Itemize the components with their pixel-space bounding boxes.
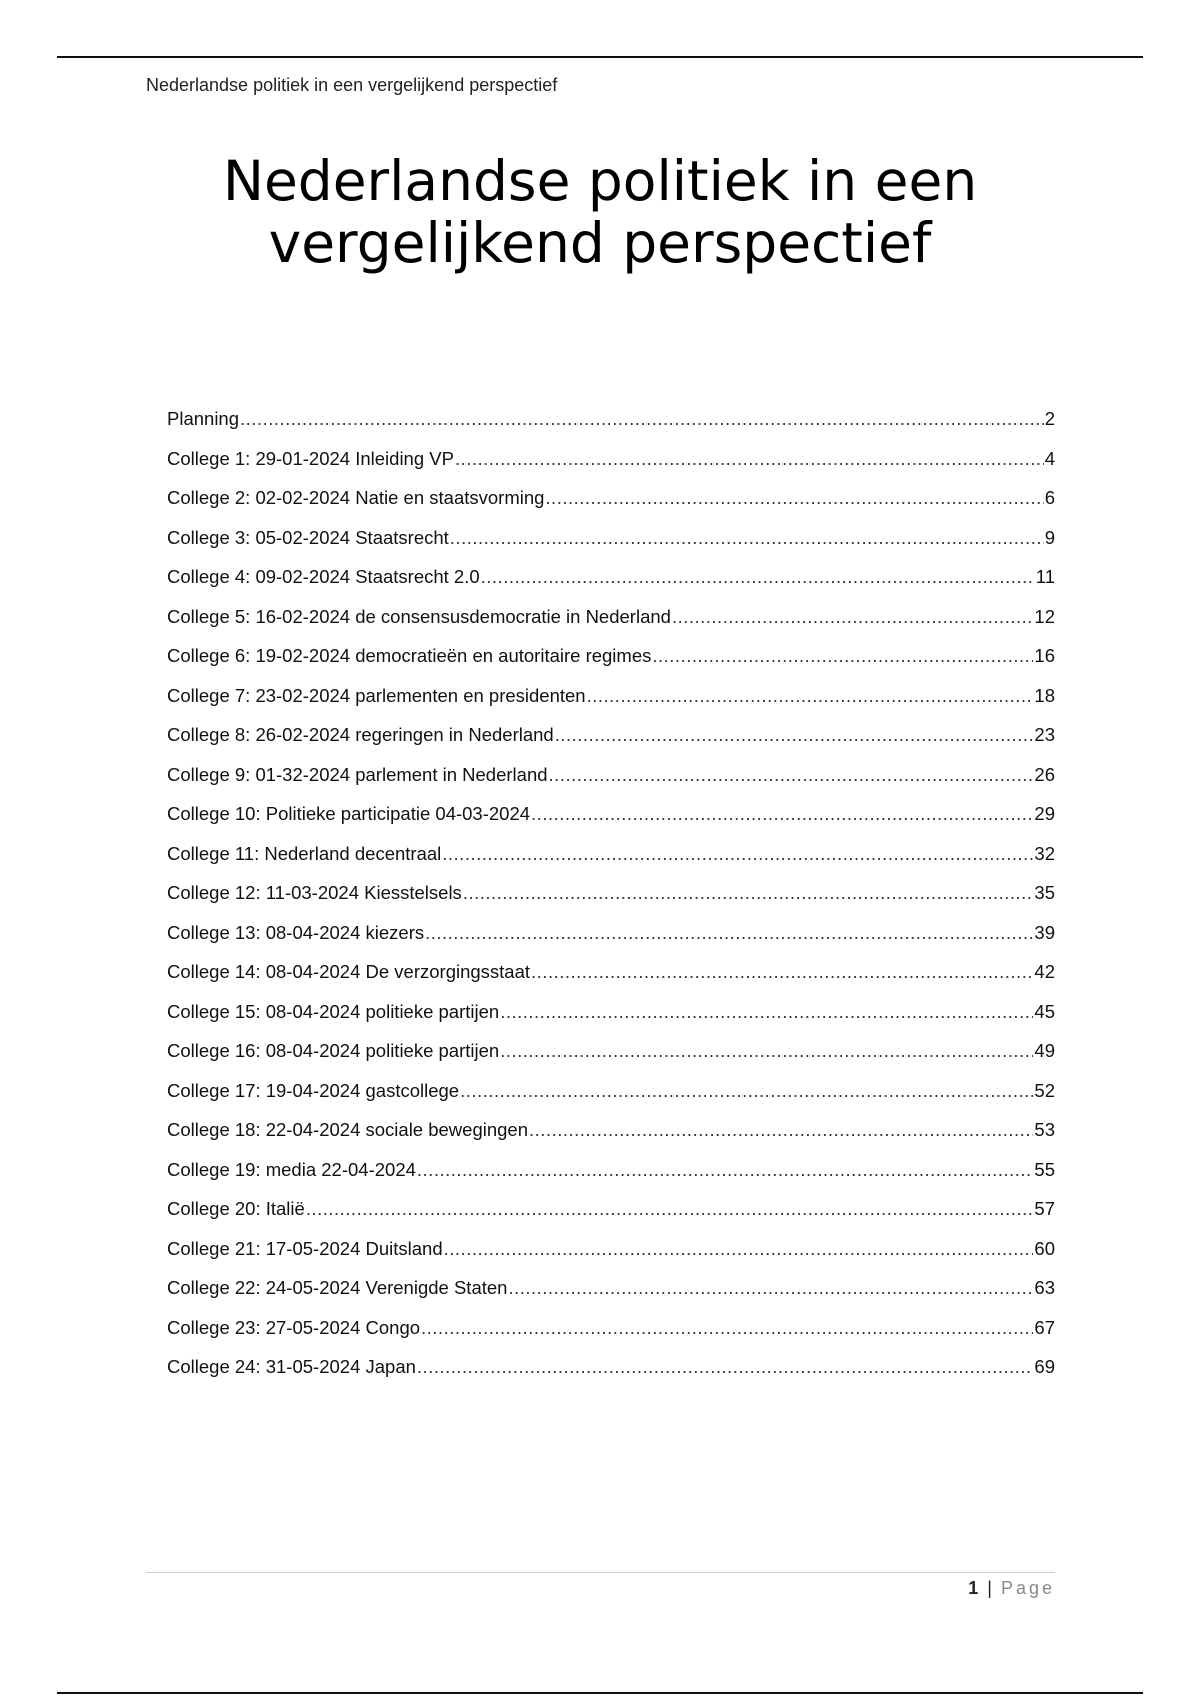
toc-entry[interactable]: [167, 1001, 1055, 1041]
toc-entry-label: College 4: 09-02-2024 Staatsrecht 2.0: [167, 566, 480, 587]
toc-dot-leader: [306, 1198, 1034, 1220]
toc-entry-page-number: 9: [1044, 526, 1055, 548]
toc-entry-label: College 5: 16-02-2024 de consensusdemocratie in Nederland: [167, 605, 671, 627]
toc-dot-leader: [455, 448, 1044, 470]
toc-dot-leader: [555, 724, 1034, 746]
toc-entry-label: College 7: 23-02-2024 parlementen en presidenten: [167, 684, 586, 706]
toc-entry-label: College 18: 22-04-2024 sociale bewegingen: [167, 1119, 529, 1140]
toc-entry-label: College 23: 27-05-2024 Congo: [167, 1316, 421, 1338]
toc-entry-page-number: 12: [1034, 605, 1055, 627]
toc-entry-page-number: 53: [1034, 1119, 1055, 1140]
top-border-line: [57, 56, 1143, 58]
toc-entry-label: College 8: 26-02-2024 regeringen in Nederland: [167, 724, 554, 745]
toc-entry-label: College 12: 11-03-2024 Kiesstelsels: [167, 882, 462, 903]
document-title-line-2: vergelijkend perspectief: [268, 211, 932, 275]
toc-entry-label: College 17: 19-04-2024 gastcollege: [167, 1079, 460, 1101]
toc-entry[interactable]: [167, 1040, 1055, 1080]
toc-entry-page-number: 42: [1034, 961, 1055, 982]
toc-entry-page-number: 11: [1035, 566, 1055, 587]
toc-entry[interactable]: [167, 764, 1055, 804]
footer-divider: [146, 1572, 1055, 1573]
toc-entry-page-number: 4: [1044, 447, 1055, 469]
toc-entry-label: College 10: Politieke participatie 04-03-2024: [167, 803, 531, 824]
toc-dot-leader: [508, 1277, 1033, 1299]
toc-entry-label: College 21: 17-05-2024 Duitsland: [167, 1237, 443, 1259]
toc-entry[interactable]: [167, 724, 1055, 764]
toc-dot-leader: [500, 1001, 1033, 1023]
toc-entry[interactable]: [167, 843, 1055, 883]
toc-dot-leader: [531, 961, 1033, 983]
toc-dot-leader: [417, 1356, 1034, 1378]
toc-entry-page-number: 18: [1034, 684, 1055, 706]
toc-entry-page-number: 26: [1034, 763, 1055, 785]
running-header: Nederlandse politiek in een vergelijkend perspectief: [146, 75, 558, 95]
toc-dot-leader: [444, 1238, 1034, 1260]
toc-entry[interactable]: [167, 645, 1055, 685]
toc-entry-page-number: 69: [1034, 1356, 1055, 1377]
toc-dot-leader: [425, 922, 1033, 944]
toc-dot-leader: [442, 843, 1033, 865]
toc-entry-label: College 3: 05-02-2024 Staatsrecht: [167, 526, 449, 548]
toc-entry-page-number: 55: [1034, 1158, 1055, 1180]
toc-entry[interactable]: [167, 487, 1055, 527]
toc-entry[interactable]: [167, 1119, 1055, 1159]
toc-entry-page-number: 52: [1034, 1079, 1055, 1101]
toc-entry[interactable]: [167, 961, 1055, 1001]
toc-entry-label: College 6: 19-02-2024 democratieën en autoritaire regimes: [167, 645, 652, 666]
toc-entry[interactable]: [167, 1238, 1055, 1278]
toc-entry-page-number: 63: [1034, 1277, 1055, 1298]
toc-dot-leader: [450, 527, 1044, 549]
toc-entry-label: College 20: Italië: [167, 1198, 305, 1219]
toc-entry-label: College 14: 08-04-2024 De verzorgingsstaat: [167, 961, 531, 982]
toc-dot-leader: [587, 685, 1034, 707]
toc-entry[interactable]: [167, 1317, 1055, 1357]
toc-entry-label: College 9: 01-32-2024 parlement in Nederland: [167, 763, 548, 785]
toc-dot-leader: [672, 606, 1033, 628]
table-of-contents: [167, 408, 1055, 1396]
toc-entry-label: College 16: 08-04-2024 politieke partijen: [167, 1040, 500, 1061]
toc-entry[interactable]: [167, 606, 1055, 646]
toc-entry[interactable]: [167, 882, 1055, 922]
toc-dot-leader: [652, 645, 1033, 667]
toc-entry[interactable]: [167, 527, 1055, 567]
toc-entry[interactable]: [167, 1356, 1055, 1396]
toc-entry-page-number: 29: [1034, 803, 1055, 824]
toc-entry-label: College 2: 02-02-2024 Natie en staatsvorming: [167, 487, 545, 508]
document-title: [100, 150, 1100, 274]
toc-entry-label: College 15: 08-04-2024 politieke partijen: [167, 1000, 500, 1022]
toc-entry-page-number: 23: [1034, 724, 1055, 745]
toc-entry[interactable]: [167, 922, 1055, 962]
toc-dot-leader: [417, 1159, 1034, 1181]
toc-entry[interactable]: [167, 1198, 1055, 1238]
toc-entry-label: College 19: media 22-04-2024: [167, 1158, 416, 1180]
page-footer: [146, 1578, 1055, 1599]
toc-entry-page-number: 35: [1034, 882, 1055, 903]
toc-entry[interactable]: [167, 1159, 1055, 1199]
toc-entry[interactable]: [167, 1277, 1055, 1317]
toc-dot-leader: [421, 1317, 1033, 1339]
toc-entry-label: College 22: 24-05-2024 Verenigde Staten: [167, 1277, 508, 1298]
toc-dot-leader: [463, 882, 1034, 904]
toc-dot-leader: [460, 1080, 1033, 1102]
toc-entry-page-number: 60: [1034, 1237, 1055, 1259]
toc-entry-page-number: 16: [1034, 645, 1055, 666]
toc-entry-label: College 1: 29-01-2024 Inleiding VP: [167, 447, 454, 469]
toc-entry-page-number: 39: [1034, 921, 1055, 943]
toc-dot-leader: [529, 1119, 1033, 1141]
toc-dot-leader: [500, 1040, 1033, 1062]
toc-entry[interactable]: [167, 685, 1055, 725]
toc-entry-label: Planning: [167, 408, 240, 429]
toc-dot-leader: [545, 487, 1043, 509]
toc-entry-page-number: 49: [1034, 1040, 1055, 1061]
toc-dot-leader: [549, 764, 1034, 786]
toc-entry-page-number: 6: [1044, 487, 1055, 508]
footer-separator: |: [987, 1578, 992, 1598]
document-title-line-1: Nederlandse politiek in een: [222, 149, 978, 213]
toc-entry-label: College 24: 31-05-2024 Japan: [167, 1356, 416, 1377]
toc-entry-page-number: 45: [1034, 1000, 1055, 1022]
toc-entry[interactable]: [167, 803, 1055, 843]
toc-entry-page-number: 67: [1034, 1316, 1055, 1338]
toc-dot-leader: [531, 803, 1033, 825]
toc-dot-leader: [481, 566, 1035, 588]
toc-entry-label: College 13: 08-04-2024 kiezers: [167, 921, 425, 943]
toc-entry[interactable]: [167, 566, 1055, 606]
toc-entry-page-number: 32: [1034, 842, 1055, 864]
bottom-border-line: [57, 1692, 1143, 1694]
toc-entry-label: College 11: Nederland decentraal: [167, 842, 442, 864]
page-label: Page: [1000, 1578, 1055, 1598]
toc-dot-leader: [240, 408, 1044, 430]
toc-entry[interactable]: [167, 408, 1055, 448]
toc-entry[interactable]: [167, 448, 1055, 488]
toc-entry-page-number: 57: [1034, 1198, 1055, 1219]
toc-entry[interactable]: [167, 1080, 1055, 1120]
toc-entry-page-number: 2: [1044, 408, 1055, 429]
page-number: 1: [968, 1578, 979, 1598]
